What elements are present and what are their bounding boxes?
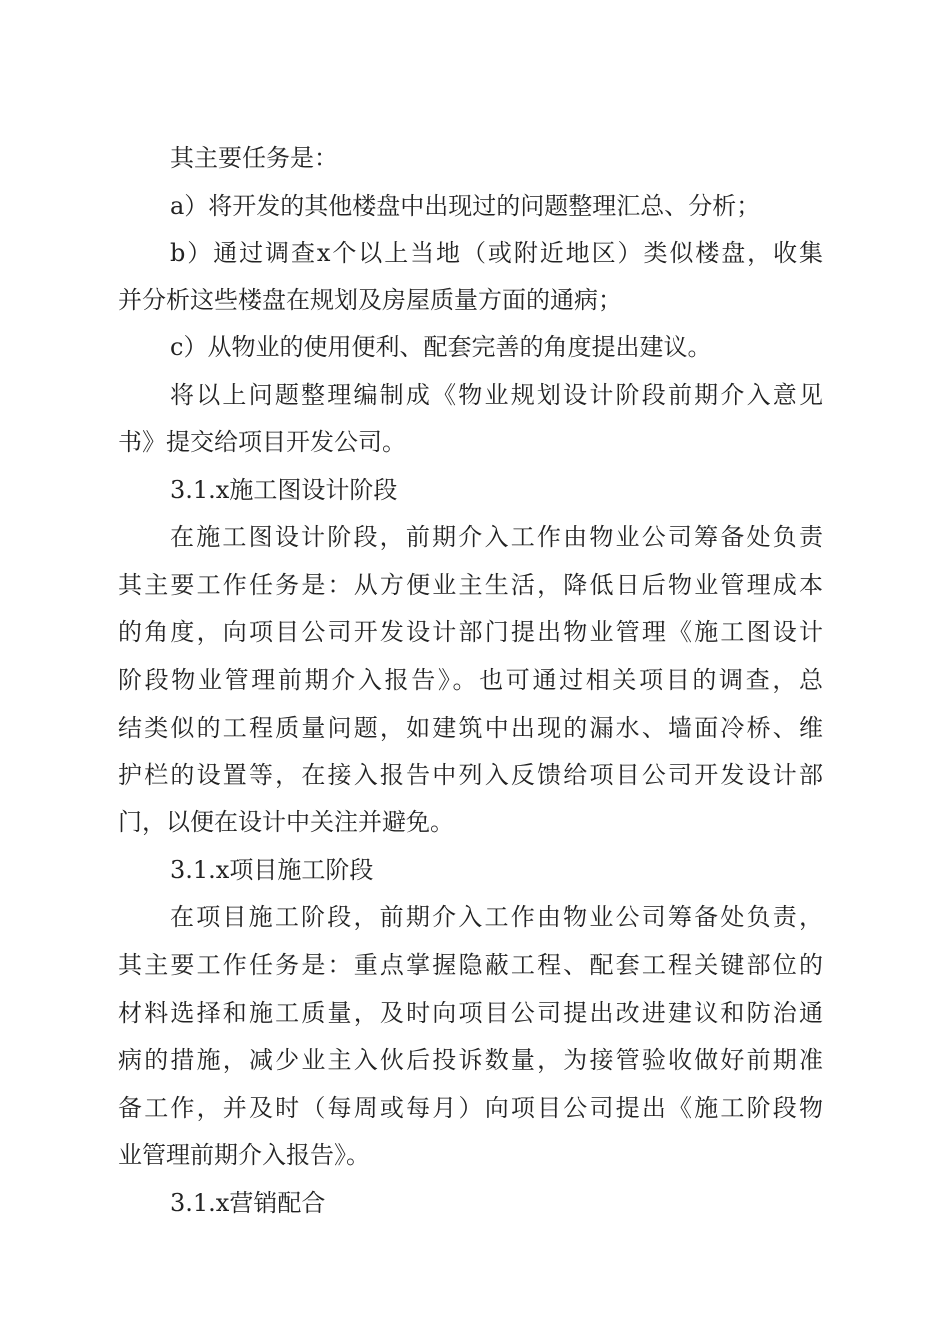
paragraph-summary-line-1: 将以上问题整理编制成《物业规划设计阶段前期介入意见 [170,381,823,409]
section-heading-construction-phase: 3.1.x项目施工阶段 [170,856,374,884]
paragraph-construction-phase-line-6: 业管理前期介入报告》。 [118,1141,370,1169]
paragraph-construction-drawing-line-1: 在施工图设计阶段，前期介入工作由物业公司筹备处负责 [170,523,823,551]
list-item-a: a）将开发的其他楼盘中出现过的问题整理汇总、分析； [170,192,761,220]
paragraph-construction-drawing-line-4: 阶段物业管理前期介入报告》。也可通过相关项目的调查，总 [118,666,823,694]
paragraph-construction-phase-line-5: 备工作，并及时（每周或每月）向项目公司提出《施工阶段物 [118,1094,823,1122]
paragraph-intro: 其主要任务是： [170,144,338,172]
paragraph-construction-drawing-line-3: 的角度，向项目公司开发设计部门提出物业管理《施工图设计 [118,618,823,646]
section-heading-marketing: 3.1.x营销配合 [170,1189,326,1217]
paragraph-construction-phase-line-3: 材料选择和施工质量，及时向项目公司提出改进建议和防治通 [118,999,823,1027]
section-heading-construction-drawing: 3.1.x施工图设计阶段 [170,476,398,504]
paragraph-construction-drawing-line-7: 门，以便在设计中关注并避免。 [118,808,454,836]
paragraph-construction-phase-line-2: 其主要工作任务是：重点掌握隐蔽工程、配套工程关键部位的 [118,951,823,979]
paragraph-construction-drawing-line-2: 其主要工作任务是：从方便业主生活，降低日后物业管理成本 [118,571,823,599]
paragraph-construction-drawing-line-5: 结类似的工程质量问题，如建筑中出现的漏水、墙面冷桥、维 [118,714,823,742]
list-item-b-line-1: b）通过调查x个以上当地（或附近地区）类似楼盘，收集 [170,239,823,267]
list-item-b-line-2: 并分析这些楼盘在规划及房屋质量方面的通病； [118,286,622,314]
paragraph-construction-drawing-line-6: 护栏的设置等，在接入报告中列入反馈给项目公司开发设计部 [118,761,823,789]
paragraph-summary-line-2: 书》提交给项目开发公司。 [118,428,406,456]
list-item-c: c）从物业的使用便利、配套完善的角度提出建议。 [170,333,712,361]
paragraph-construction-phase-line-4: 病的措施，减少业主入伙后投诉数量，为接管验收做好前期准 [118,1046,823,1074]
paragraph-construction-phase-line-1: 在项目施工阶段，前期介入工作由物业公司筹备处负责， [170,903,823,931]
